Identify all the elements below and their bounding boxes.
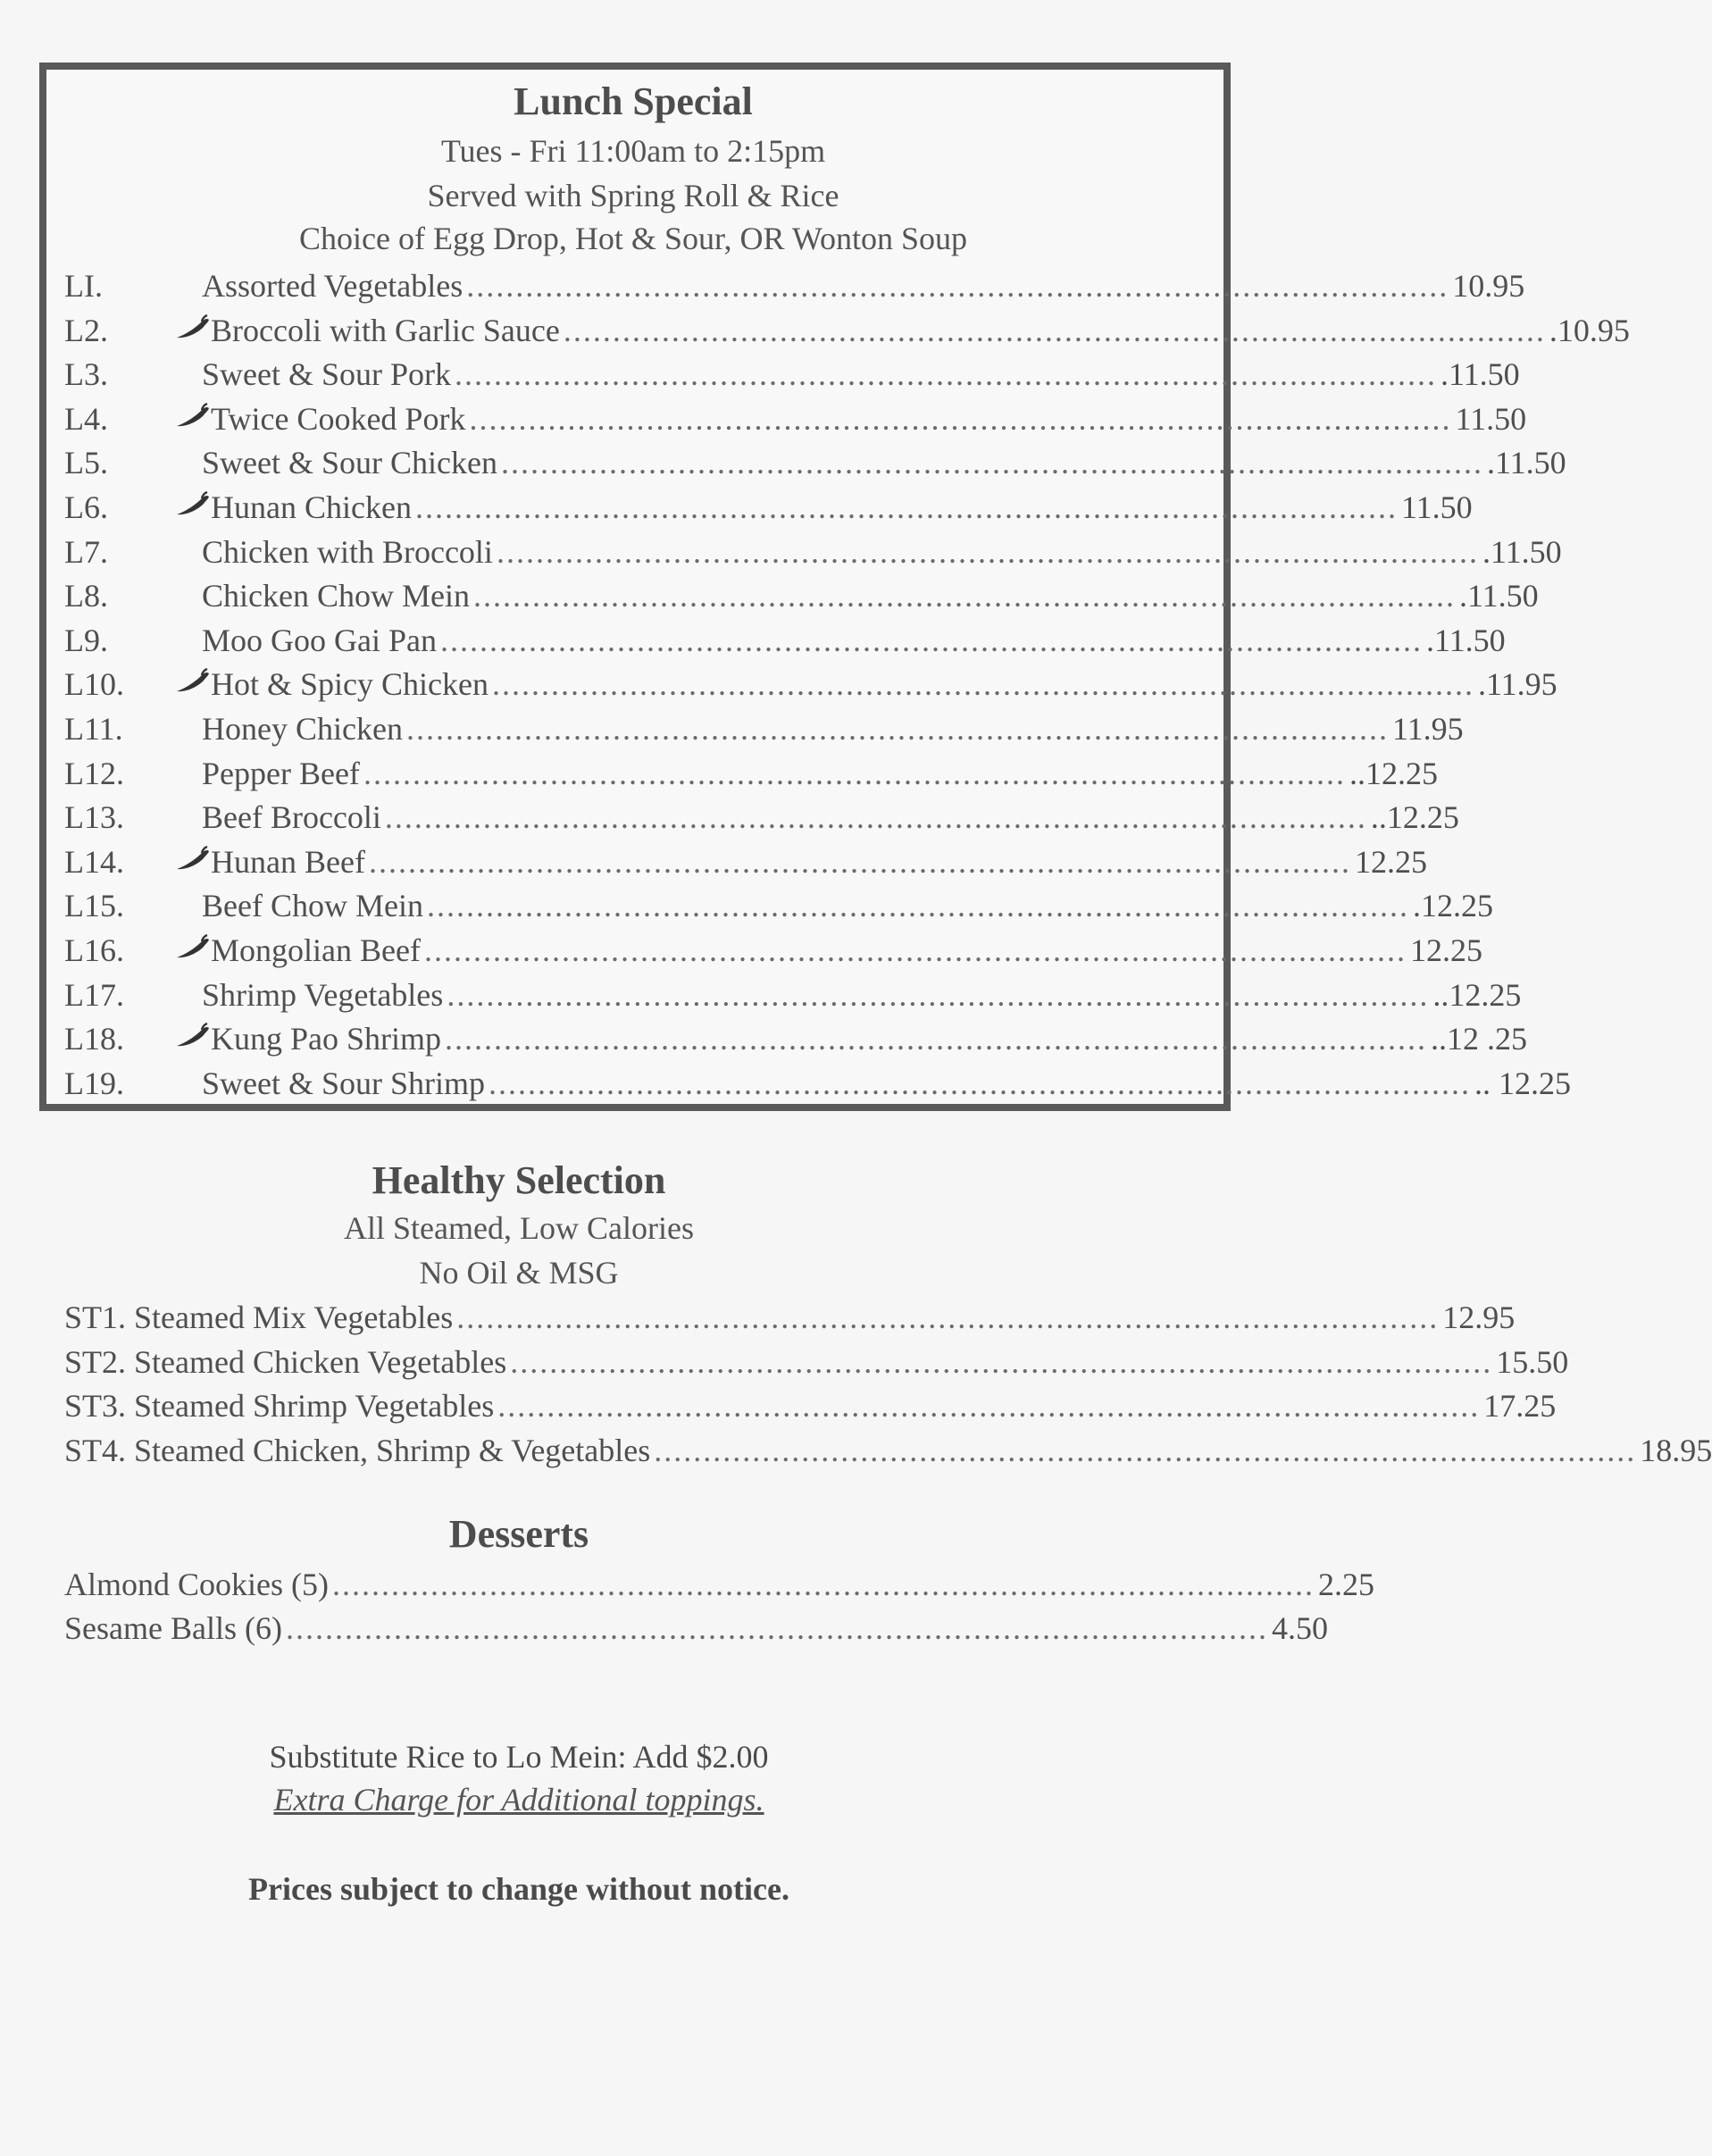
lunch-item-code: L9. bbox=[64, 623, 108, 658]
substitute-note: Substitute Rice to Lo Mein: Add $2.00 bbox=[269, 1739, 769, 1775]
lunch-item-row bbox=[64, 355, 1520, 394]
dot-leader: .................................................................................................... bbox=[491, 666, 1474, 702]
dot-leader: .................................................................................................... bbox=[466, 268, 1449, 304]
healthy-item-price: 12.95 bbox=[1442, 1299, 1516, 1335]
lunch-special-title: Lunch Special bbox=[514, 79, 753, 123]
lunch-item-price: 12.25 bbox=[1354, 844, 1427, 880]
lunch-item-price: ..12.25 bbox=[1349, 756, 1438, 791]
desserts-title: Desserts bbox=[448, 1512, 589, 1556]
chili-pepper-icon bbox=[175, 491, 211, 518]
lunch-item-price: .. 12.25 bbox=[1474, 1065, 1572, 1101]
dot-leader: .................................................................................................... bbox=[496, 534, 1479, 570]
healthy-item-price: 15.50 bbox=[1496, 1344, 1569, 1380]
healthy-item-row bbox=[64, 1431, 1712, 1470]
dot-leader: .................................................................................................... bbox=[456, 1299, 1440, 1335]
lunch-item-price: ..12.25 bbox=[1432, 977, 1522, 1013]
lunch-item-price: .11.50 bbox=[1458, 578, 1539, 614]
lunch-item-name: Hunan Chicken bbox=[211, 489, 412, 525]
lunch-item-price: .11.95 bbox=[1477, 666, 1558, 702]
lunch-item-price: .11.50 bbox=[1482, 534, 1562, 570]
lunch-item-name: Hot & Spicy Chicken bbox=[211, 666, 489, 702]
lunch-item-code: L12. bbox=[64, 756, 124, 791]
lunch-item-row bbox=[64, 842, 1427, 882]
lunch-item-name: Sweet & Sour Pork bbox=[202, 356, 451, 392]
lunch-item-price: .11.50 bbox=[1426, 623, 1506, 658]
lunch-item-code: L17. bbox=[64, 977, 124, 1013]
dot-leader: .................................................................................................... bbox=[426, 888, 1409, 923]
lunch-item-row bbox=[64, 1019, 1528, 1058]
dot-leader: .................................................................................................... bbox=[440, 623, 1423, 658]
dot-leader: .................................................................................................... bbox=[331, 1567, 1315, 1602]
lunch-item-row bbox=[64, 311, 1630, 350]
lunch-item-name: Moo Goo Gai Pan bbox=[202, 623, 437, 658]
lunch-item-code: L6. bbox=[64, 489, 108, 525]
healthy-line-2: No Oil & MSG bbox=[419, 1255, 619, 1291]
lunch-item-price: 11.50 bbox=[1400, 489, 1473, 525]
healthy-item-name: ST1. Steamed Mix Vegetables bbox=[64, 1299, 454, 1335]
lunch-item-row bbox=[64, 754, 1438, 793]
lunch-item-row bbox=[64, 798, 1459, 837]
dot-leader: .................................................................................................... bbox=[654, 1433, 1637, 1468]
dot-leader: .................................................................................................... bbox=[563, 313, 1546, 348]
dot-leader: .................................................................................................... bbox=[285, 1610, 1268, 1646]
lunch-item-price: .10.95 bbox=[1549, 313, 1630, 348]
chili-pepper-icon bbox=[175, 934, 211, 961]
healthy-item-row bbox=[64, 1386, 1557, 1425]
lunch-item-row bbox=[64, 931, 1482, 970]
dot-leader: .................................................................................................... bbox=[363, 756, 1346, 791]
lunch-item-price: .12.25 bbox=[1412, 888, 1493, 923]
lunch-item-code: L16. bbox=[64, 932, 124, 968]
lunch-item-name: Honey Chicken bbox=[202, 711, 403, 747]
healthy-item-name: ST4. Steamed Chicken, Shrimp & Vegetables bbox=[64, 1433, 651, 1468]
dot-leader: .................................................................................................... bbox=[455, 356, 1437, 392]
lunch-item-row bbox=[64, 886, 1493, 925]
lunch-item-code: L11. bbox=[64, 711, 123, 747]
lunch-item-name: Pepper Beef bbox=[202, 756, 360, 791]
lunch-served-with: Served with Spring Roll & Rice bbox=[427, 178, 839, 213]
dessert-item-name: Almond Cookies (5) bbox=[64, 1567, 329, 1602]
dot-leader: .................................................................................................... bbox=[414, 489, 1398, 525]
dot-leader: .................................................................................................... bbox=[405, 711, 1389, 747]
lunch-item-name: Assorted Vegetables bbox=[202, 268, 463, 304]
lunch-item-price: ..12.25 bbox=[1370, 799, 1459, 835]
healthy-item-name: ST2. Steamed Chicken Vegetables bbox=[64, 1344, 507, 1380]
lunch-item-name: Chicken with Broccoli bbox=[202, 534, 493, 570]
lunch-item-code: L14. bbox=[64, 844, 124, 880]
chili-pepper-icon bbox=[175, 1023, 211, 1049]
lunch-item-row bbox=[64, 266, 1525, 305]
chili-pepper-icon bbox=[175, 846, 211, 873]
lunch-item-code: L15. bbox=[64, 888, 124, 923]
lunch-item-price: 12.25 bbox=[1409, 932, 1482, 968]
lunch-item-name: Beef Broccoli bbox=[202, 799, 381, 835]
lunch-item-price: .11.50 bbox=[1441, 356, 1520, 392]
lunch-item-row bbox=[64, 975, 1522, 1015]
lunch-item-name: Shrimp Vegetables bbox=[202, 977, 444, 1013]
lunch-item-row bbox=[64, 443, 1566, 482]
lunch-item-code: L4. bbox=[64, 401, 108, 437]
dessert-item-price: 2.25 bbox=[1317, 1567, 1374, 1602]
lunch-item-code: LI. bbox=[64, 268, 103, 304]
dessert-item-price: 4.50 bbox=[1271, 1610, 1328, 1646]
dessert-item-name: Sesame Balls (6) bbox=[64, 1610, 282, 1646]
lunch-item-name: Beef Chow Mein bbox=[202, 888, 423, 923]
lunch-item-code: L7. bbox=[64, 534, 108, 570]
dot-leader: .................................................................................................... bbox=[445, 1021, 1428, 1057]
lunch-item-name: Sweet & Sour Chicken bbox=[202, 445, 497, 481]
healthy-item-price: 17.25 bbox=[1483, 1388, 1557, 1424]
dessert-item-row bbox=[64, 1609, 1328, 1648]
healthy-line-1: All Steamed, Low Calories bbox=[344, 1210, 694, 1246]
lunch-soup-choice: Choice of Egg Drop, Hot & Sour, OR Wonton Soup bbox=[299, 221, 967, 256]
lunch-item-row bbox=[64, 532, 1562, 572]
lunch-item-price: 10.95 bbox=[1452, 268, 1525, 304]
lunch-item-price: 11.50 bbox=[1455, 401, 1527, 437]
lunch-item-row bbox=[64, 399, 1527, 439]
lunch-item-code: L18. bbox=[64, 1021, 124, 1057]
lunch-item-row bbox=[64, 621, 1506, 660]
lunch-item-name: Sweet & Sour Shrimp bbox=[202, 1065, 486, 1101]
healthy-item-row bbox=[64, 1298, 1516, 1337]
healthy-item-name: ST3. Steamed Shrimp Vegetables bbox=[64, 1388, 495, 1424]
dot-leader: .................................................................................................... bbox=[489, 1065, 1472, 1101]
lunch-item-code: L10. bbox=[64, 666, 124, 702]
lunch-item-code: L19. bbox=[64, 1065, 124, 1101]
lunch-item-price: ..12 .25 bbox=[1431, 1021, 1528, 1057]
dot-leader: .................................................................................................... bbox=[469, 401, 1452, 437]
dot-leader: .................................................................................................... bbox=[500, 445, 1483, 481]
healthy-selection-title: Healthy Selection bbox=[372, 1158, 666, 1202]
chili-pepper-icon bbox=[175, 668, 211, 695]
lunch-item-row bbox=[64, 488, 1473, 527]
lunch-item-price: .11.50 bbox=[1486, 445, 1566, 481]
dessert-item-row bbox=[64, 1565, 1374, 1604]
healthy-item-row bbox=[64, 1342, 1569, 1382]
dot-leader: .................................................................................................... bbox=[447, 977, 1430, 1013]
lunch-item-name: Broccoli with Garlic Sauce bbox=[211, 313, 560, 348]
chili-pepper-icon bbox=[175, 403, 211, 430]
lunch-item-row bbox=[64, 709, 1464, 748]
price-notice: Prices subject to change without notice. bbox=[248, 1871, 789, 1907]
dot-leader: .................................................................................................... bbox=[368, 844, 1351, 880]
chili-pepper-icon bbox=[175, 314, 211, 341]
lunch-hours: Tues - Fri 11:00am to 2:15pm bbox=[440, 133, 826, 169]
lunch-item-code: L2. bbox=[64, 313, 108, 348]
dot-leader: .................................................................................................... bbox=[510, 1344, 1493, 1380]
lunch-item-name: Twice Cooked Pork bbox=[211, 401, 466, 437]
lunch-item-name: Hunan Beef bbox=[211, 844, 365, 880]
lunch-item-row bbox=[64, 664, 1558, 704]
lunch-item-row bbox=[64, 1064, 1572, 1103]
lunch-item-row bbox=[64, 576, 1539, 615]
lunch-item-code: L8. bbox=[64, 578, 108, 614]
healthy-item-price: 18.95 bbox=[1640, 1433, 1712, 1468]
lunch-item-code: L13. bbox=[64, 799, 124, 835]
lunch-item-name: Mongolian Beef bbox=[211, 932, 421, 968]
lunch-item-name: Kung Pao Shrimp bbox=[211, 1021, 442, 1057]
extra-charge-note: Extra Charge for Additional toppings. bbox=[273, 1782, 764, 1818]
lunch-item-name: Chicken Chow Mein bbox=[202, 578, 470, 614]
lunch-item-code: L3. bbox=[64, 356, 108, 392]
lunch-item-price: 11.95 bbox=[1391, 711, 1464, 747]
lunch-item-code: L5. bbox=[64, 445, 108, 481]
dot-leader: .................................................................................................... bbox=[472, 578, 1456, 614]
dot-leader: .................................................................................................... bbox=[384, 799, 1367, 835]
dot-leader: .................................................................................................... bbox=[423, 932, 1407, 968]
dot-leader: .................................................................................................... bbox=[497, 1388, 1481, 1424]
